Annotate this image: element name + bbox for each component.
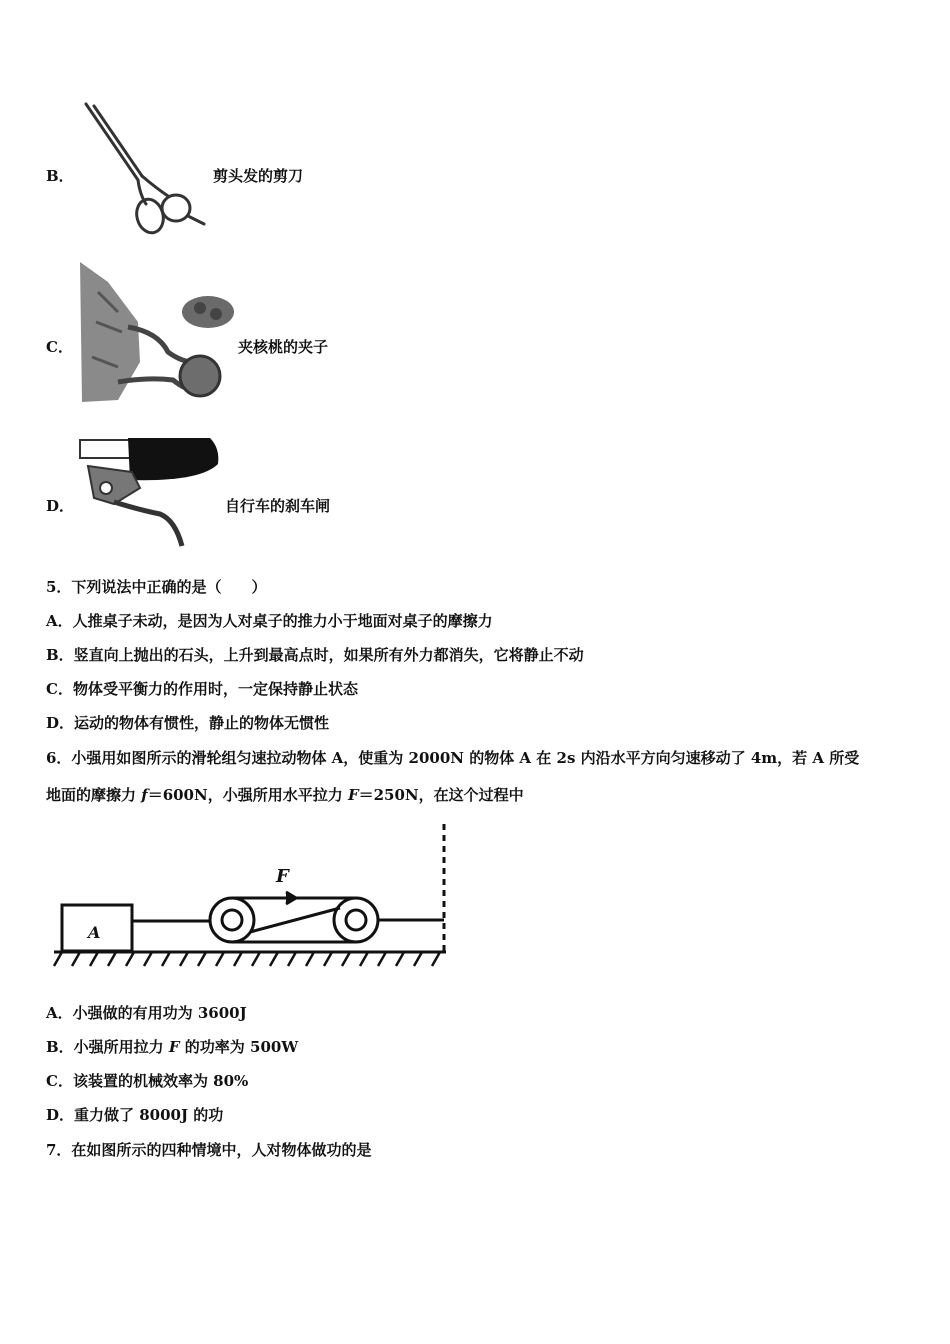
option-letter-c: C．: [46, 338, 73, 356]
option-caption-b: 剪头发的剪刀: [213, 167, 304, 185]
question-6-option-c: C．该装置的机械效率为 80%: [46, 1072, 249, 1090]
option-caption-d: 自行车的刹车闸: [225, 497, 331, 515]
question-6-option-b: [46, 1037, 298, 1057]
walnut-clamp-image: [78, 262, 238, 407]
option-letter-b: B．: [46, 167, 74, 185]
scissors-image: [80, 100, 210, 240]
question-6-stem-line-1: 6．小强用如图所示的滑轮组匀速拉动物体 A，使重为 2000N 的物体 A 在 2s 内沿水平方向匀速移动了 4m，若 A 所受: [46, 749, 860, 767]
question-5-stem: 5．下列说法中正确的是（ ）: [46, 578, 267, 596]
question-5-option-d: D．运动的物体有惯性，静止的物体无惯性: [46, 714, 330, 732]
force-variable: F: [168, 1038, 180, 1056]
force-variable: F: [347, 786, 359, 804]
question-6-option-a: A．小强做的有用功为 3600J: [46, 1004, 247, 1022]
question-6-stem-line-2: [46, 785, 524, 805]
question-7-stem: 7．在如图所示的四种情境中，人对物体做功的是: [46, 1141, 372, 1159]
stem-text-part: ＝250N，在这个过程中: [358, 786, 524, 804]
question-5-option-b: B．竖直向上抛出的石头，上升到最高点时，如果所有外力都消失，它将静止不动: [46, 646, 584, 664]
friction-variable: f: [141, 786, 148, 804]
bicycle-brake-image: [80, 438, 225, 550]
option-letter-d: D．: [46, 497, 75, 515]
stem-text-part: 地面的摩擦力: [46, 786, 142, 804]
option-caption-c: 夹核桃的夹子: [238, 338, 329, 356]
option-text-part: B．小强所用拉力: [46, 1038, 169, 1056]
question-5-option-a: A．人推桌子未动，是因为人对桌子的推力小于地面对桌子的摩擦力: [46, 612, 493, 630]
question-5-option-c: C．物体受平衡力的作用时，一定保持静止状态: [46, 680, 358, 698]
block-label: A: [88, 923, 101, 942]
option-text-part: 的功率为 500W: [179, 1038, 299, 1056]
stem-text-part: ＝600N，小强所用水平拉力: [147, 786, 348, 804]
force-label: F: [276, 866, 289, 887]
pulley-system-figure: [50, 820, 460, 975]
question-6-option-d: D．重力做了 8000J 的功: [46, 1106, 224, 1124]
